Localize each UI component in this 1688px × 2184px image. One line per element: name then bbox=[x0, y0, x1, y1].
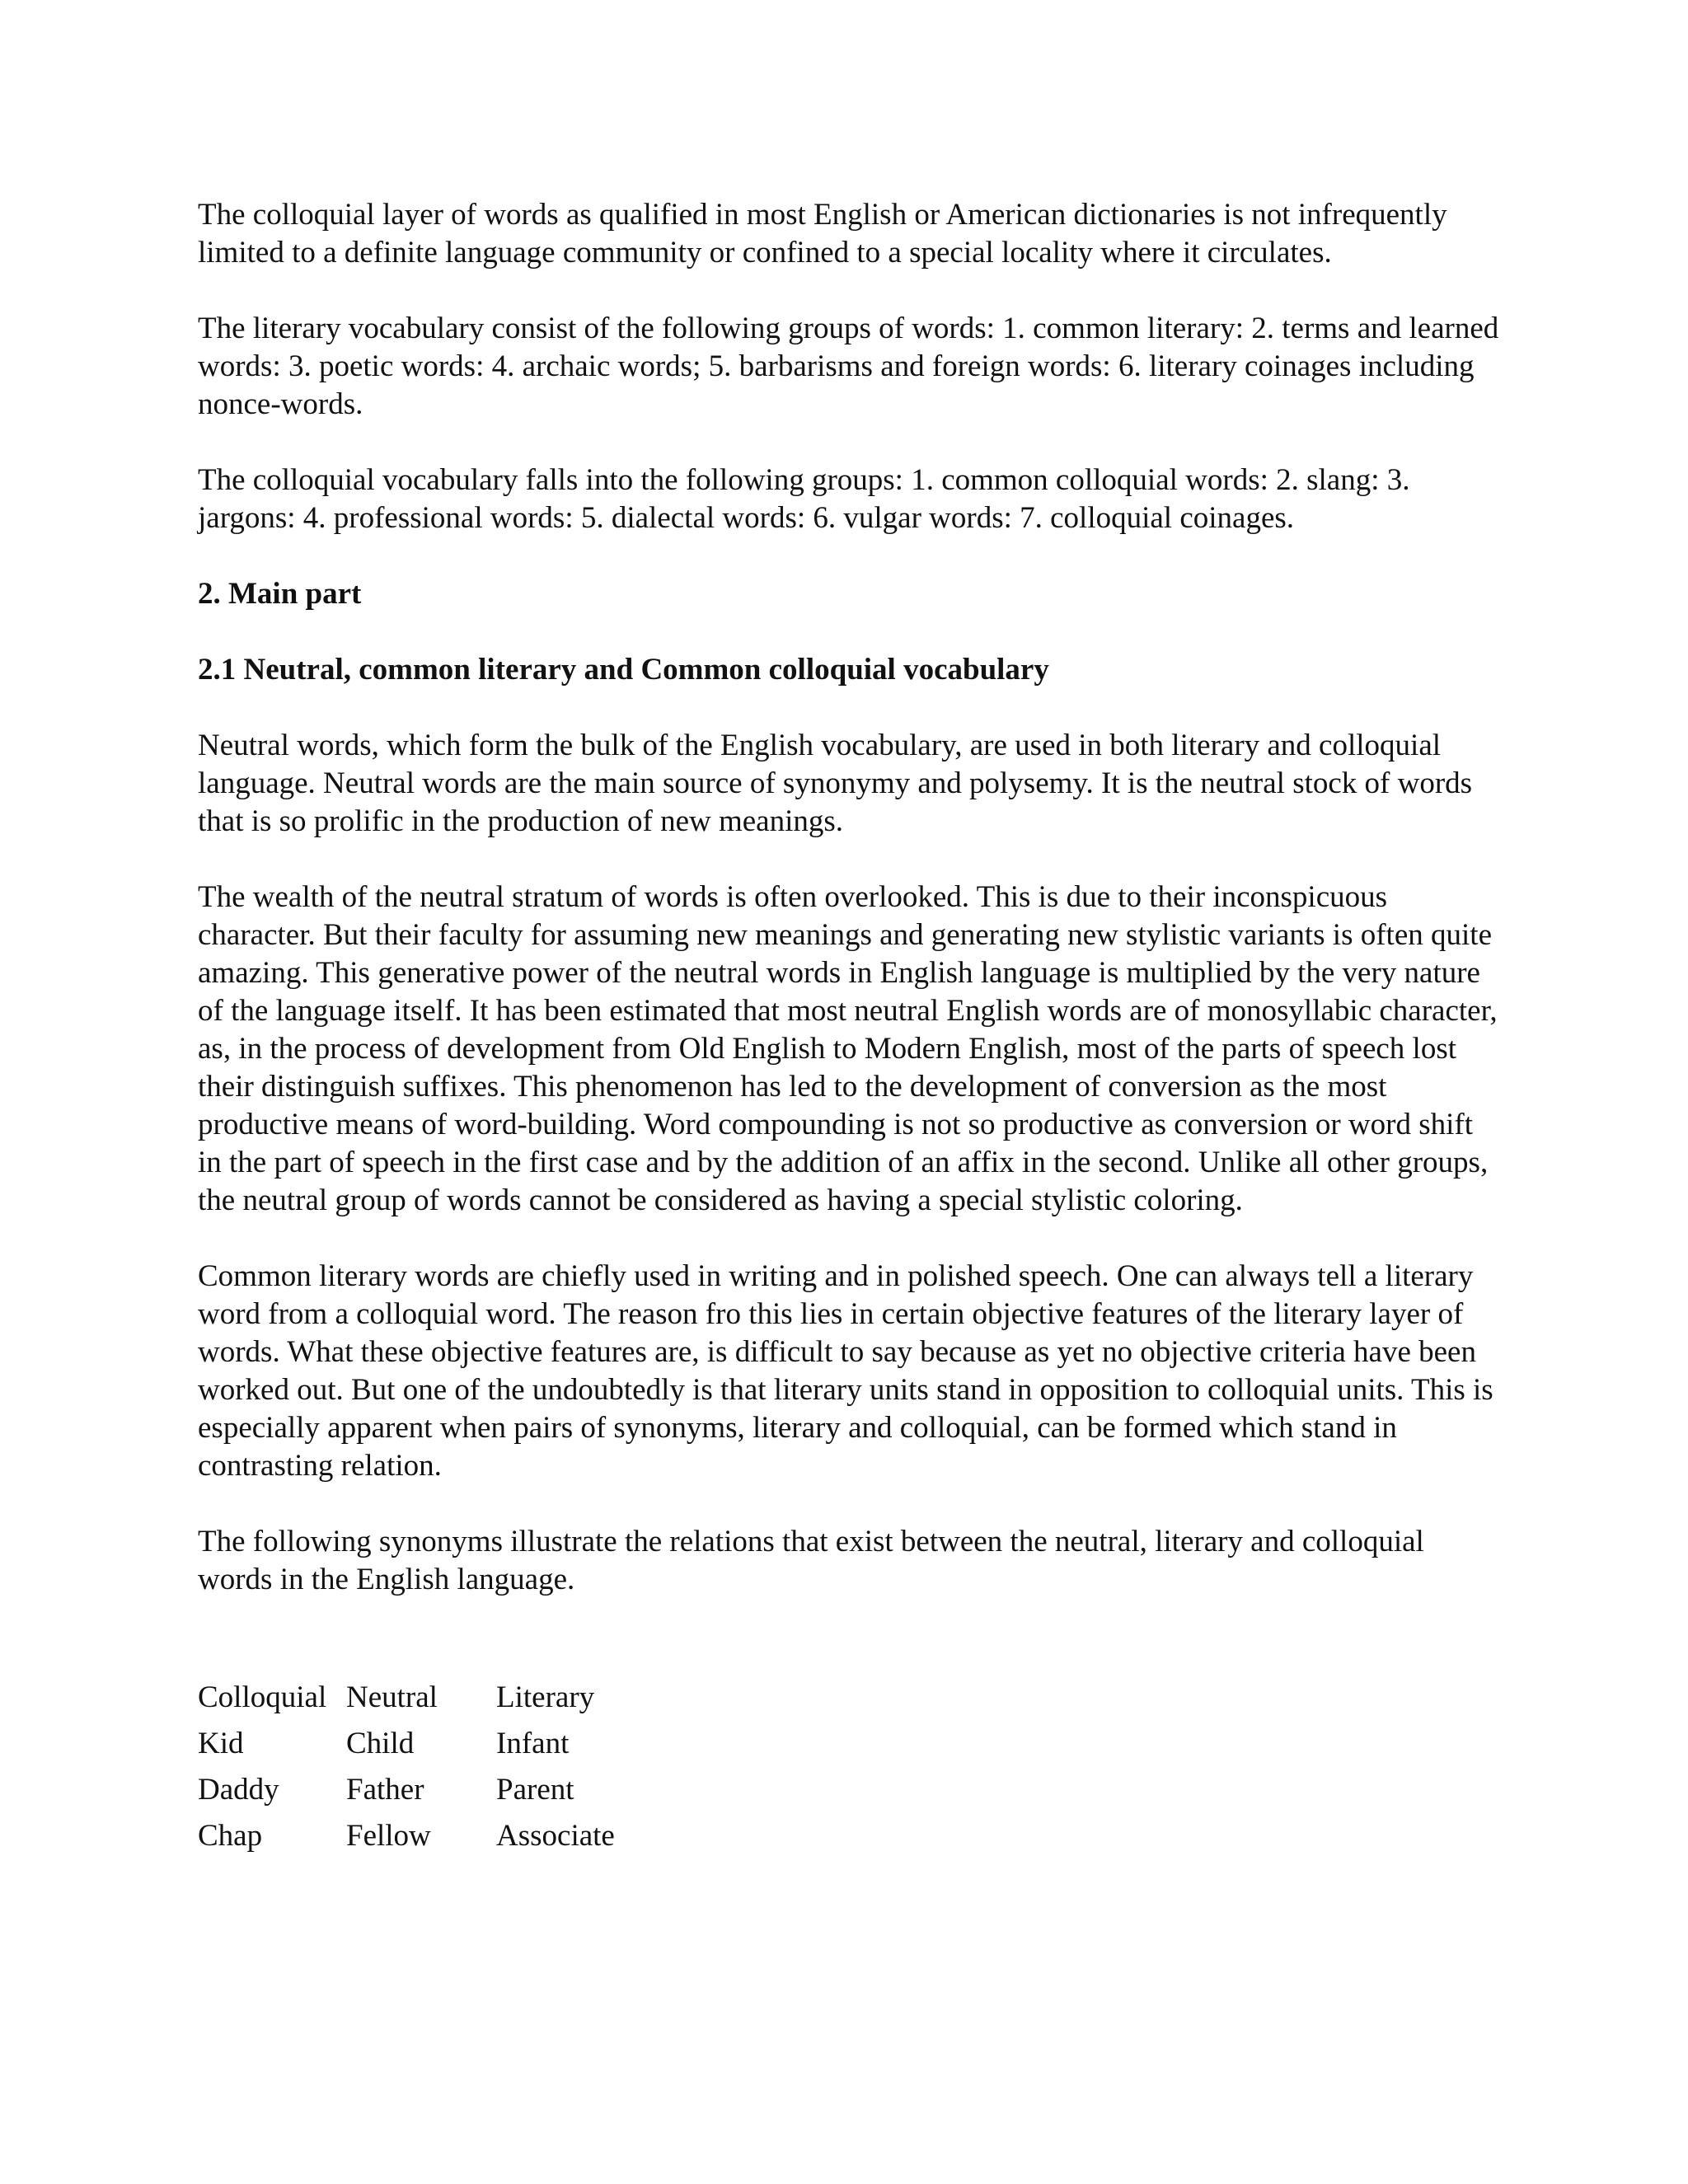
table-cell: Parent bbox=[496, 1773, 574, 1807]
table-header-row bbox=[198, 1675, 661, 1721]
paragraph-neutral-stratum: The wealth of the neutral stratum of words is often overlooked. This is due to their inconspicuous character. But their faculty for assuming new meanings and generating new stylistic variants is often quite amazing. This generative power of the neutral words in English language is multiplied by the very nature of the language itself. It has been estimated that most neutral English words are of monosyllabic character, as, in the process of development from Old English to Modern English, most of the parts of speech lost their distinguish suffixes. This phenomenon has led to the development of conversion as the most productive means of word-building. Word compounding is not so productive as conversion or word shift in the part of speech in the first case and by the addition of an affix in the second. Unlike all other groups, the neutral group of words cannot be considered as having a special stylistic coloring. bbox=[198, 880, 1498, 1217]
table-cell: Associate bbox=[496, 1819, 615, 1853]
paragraph-common-literary: Common literary words are chiefly used in writing and in polished speech. One can always tell a literary word from a colloquial word. The reason fro this lies in certain objective features of the literary layer of words. What these objective features are, is difficult to say because as yet no objective criteria have been worked out. But one of the undoubtedly is that literary units stand in opposition to colloquial units. This is especially apparent when pairs of synonyms, literary and colloquial, can be formed which stand in contrasting relation. bbox=[198, 1259, 1493, 1483]
paragraph-literary-vocabulary: The literary vocabulary consist of the following groups of words: 1. common literary: 2. terms and learned words: 3. poetic words: 4. archaic words; 5. barbarisms and foreign words: 6. literary coinages including nonce-words. bbox=[198, 312, 1499, 421]
table-cell: Child bbox=[346, 1727, 415, 1760]
table-row bbox=[198, 1767, 661, 1813]
table-cell: Kid bbox=[198, 1727, 244, 1760]
paragraph-neutral-words: Neutral words, which form the bulk of the English vocabulary, are used in both literary and colloquial language. Neutral words are the main source of synonymy and polysemy. It is the neutral stock of words that is so prolific in the production of new meanings. bbox=[198, 729, 1473, 838]
paragraph-colloquial-layer: The colloquial layer of words as qualified in most English or American dictionaries is not infrequently limited to a definite language community or confined to a special locality where it circulates. bbox=[198, 198, 1447, 269]
table-header-cell: Neutral bbox=[346, 1680, 438, 1714]
synonyms-table bbox=[198, 1675, 661, 1859]
table-row bbox=[198, 1721, 661, 1767]
table-cell: Father bbox=[346, 1773, 424, 1807]
table-cell: Infant bbox=[496, 1727, 570, 1760]
section-heading-main-part: 2. Main part bbox=[198, 577, 362, 611]
page-content bbox=[198, 196, 1500, 1859]
table-row bbox=[198, 1813, 661, 1859]
table-header-cell: Colloquial bbox=[198, 1680, 327, 1714]
table-cell: Fellow bbox=[346, 1819, 431, 1853]
table-cell: Daddy bbox=[198, 1773, 279, 1807]
paragraph-synonyms-intro: The following synonyms illustrate the relations that exist between the neutral, literary and colloquial words in the English language. bbox=[198, 1525, 1424, 1596]
subsection-heading-neutral-vocabulary: 2.1 Neutral, common literary and Common colloquial vocabulary bbox=[198, 653, 1049, 687]
table-cell: Chap bbox=[198, 1819, 263, 1853]
synonyms-table-wrapper bbox=[198, 1675, 1500, 1859]
table-header-cell: Literary bbox=[496, 1680, 595, 1714]
paragraph-colloquial-vocabulary: The colloquial vocabulary falls into the following groups: 1. common colloquial words: 2. slang: 3. jargons: 4. professional words: 5. dialectal words: 6. vulgar words: 7. colloquial coinages. bbox=[198, 463, 1410, 535]
